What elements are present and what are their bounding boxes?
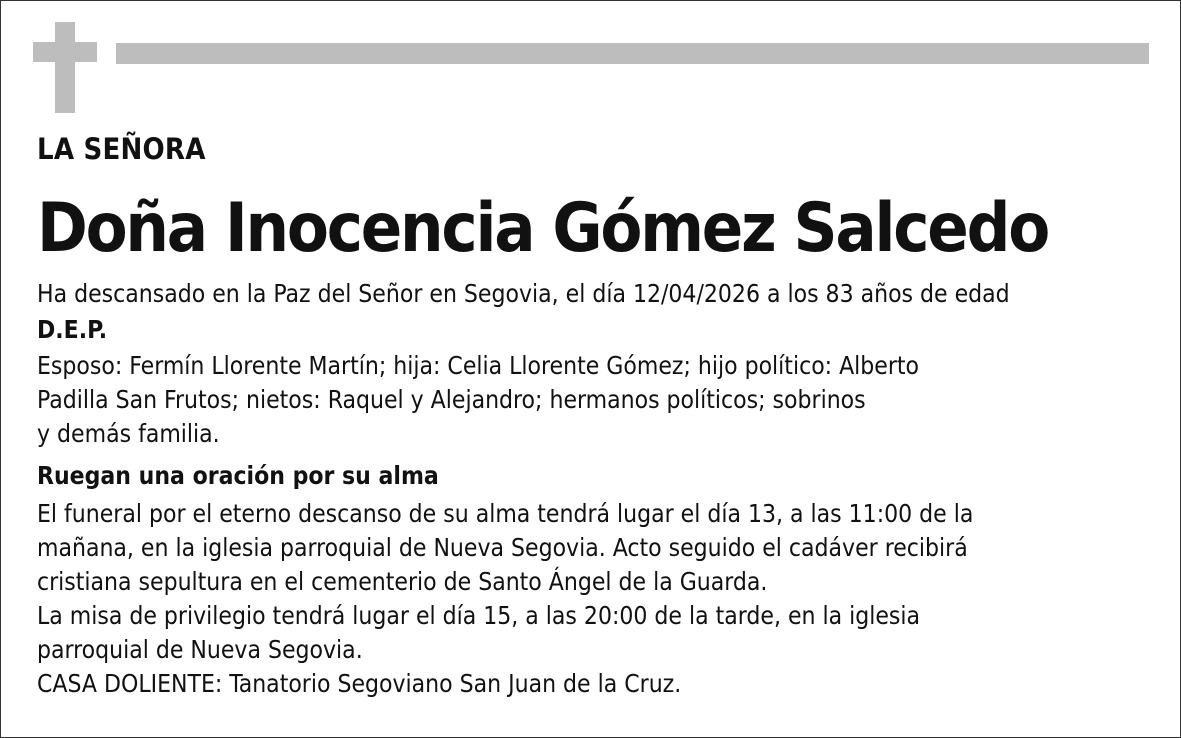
honorific: LA SEÑORA [37, 132, 206, 166]
service-line: CASA DOLIENTE: Tanatorio Segoviano San Juan de la Cruz. [37, 669, 682, 698]
service-line: El funeral por el eterno descanso de su alma tendrá lugar el día 13, a las 11:00 de la [37, 499, 974, 528]
service-block [37, 497, 1157, 701]
family-line: Padilla San Frutos; nietos: Raquel y Alejandro; hermanos políticos; sobrinos [37, 385, 866, 414]
prayer-request: Ruegan una oración por su alma [37, 461, 439, 490]
announcement: Ha descansado en la Paz del Señor en Segovia, el día 12/04/2026 a los 83 años de edad [37, 279, 1010, 308]
dep-label: D.E.P. [37, 315, 108, 344]
header-rule [116, 43, 1149, 64]
deceased-name: Doña Inocencia Gómez Salcedo [37, 189, 1049, 268]
service-line: mañana, en la iglesia parroquial de Nueva Segovia. Acto seguido el cadáver recibirá [37, 533, 968, 562]
service-line: parroquial de Nueva Segovia. [37, 635, 363, 664]
family-line: Esposo: Fermín Llorente Martín; hija: Celia Llorente Gómez; hijo político: Alberto [37, 351, 920, 380]
cross-icon-vertical [55, 22, 75, 113]
service-line: La misa de privilegio tendrá lugar el día 15, a las 20:00 de la tarde, en la iglesia [37, 601, 921, 630]
service-line: cristiana sepultura en el cementerio de Santo Ángel de la Guarda. [37, 567, 768, 596]
obituary-content [37, 129, 1157, 701]
cross-icon-horizontal [33, 42, 97, 62]
family-line: y demás familia. [37, 419, 220, 448]
family-block [37, 349, 1157, 451]
